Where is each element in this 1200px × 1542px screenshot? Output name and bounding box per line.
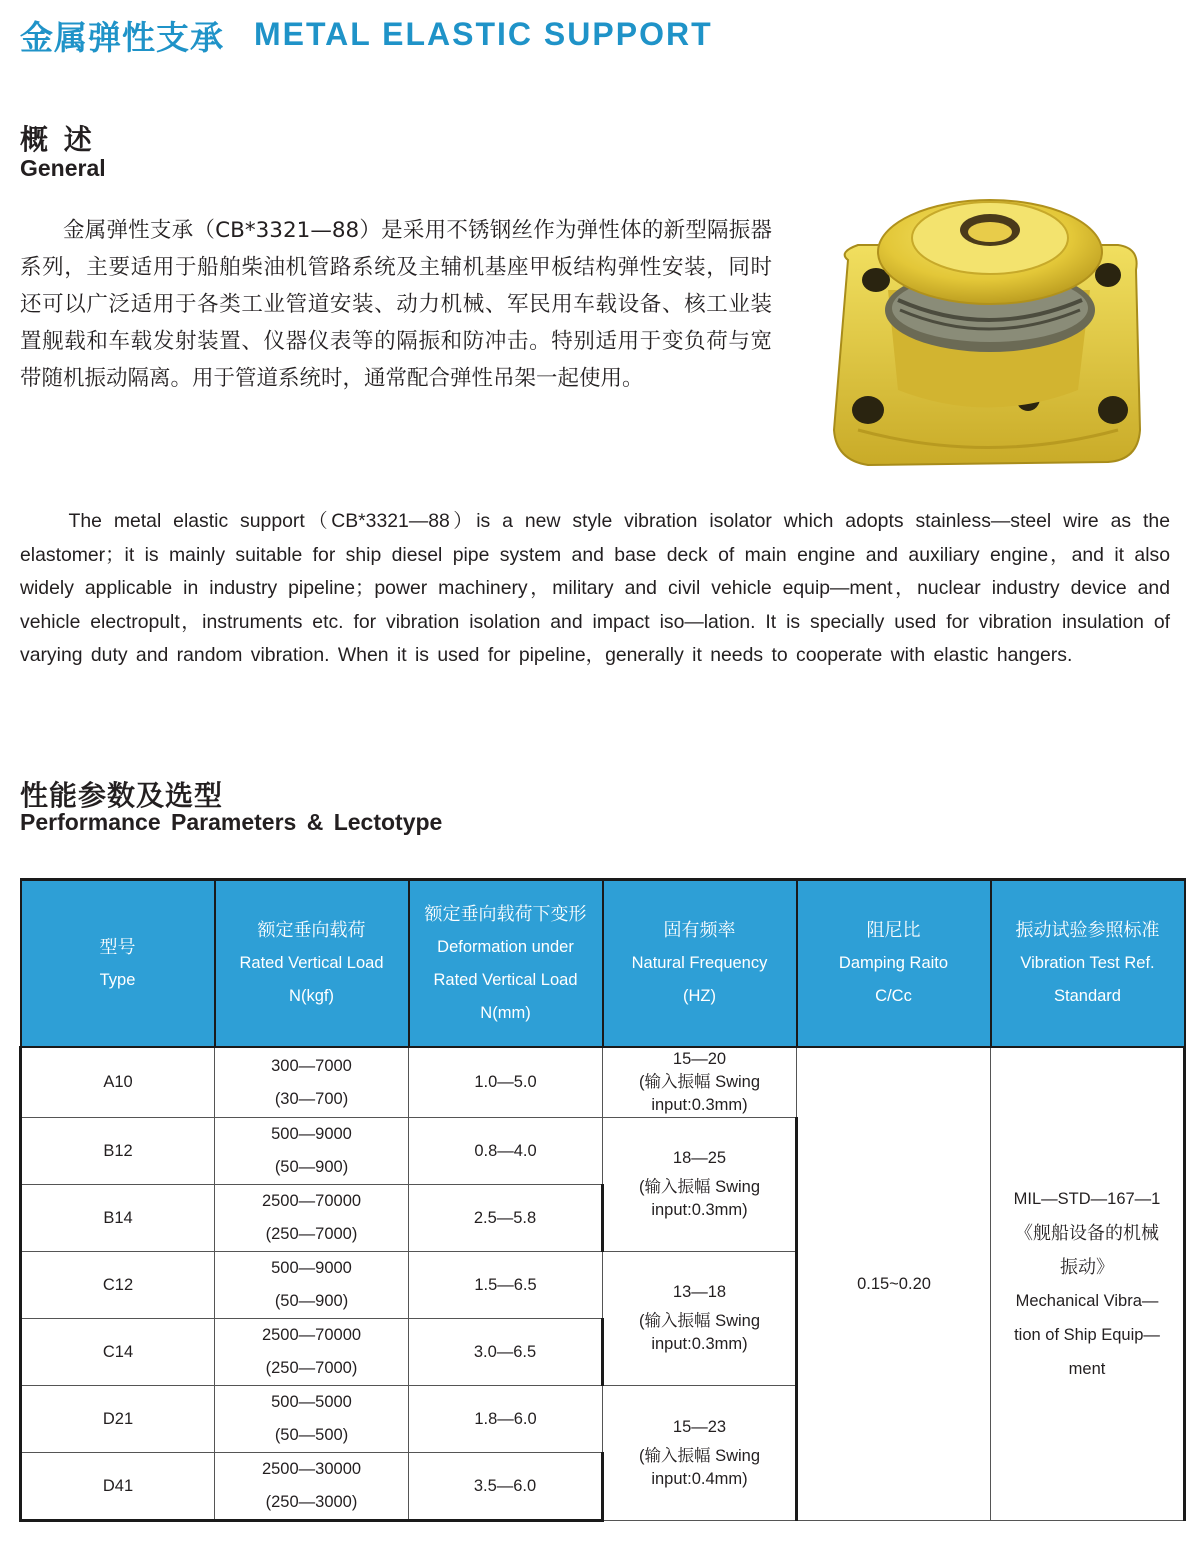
cell-deformation: 3.5—6.0 bbox=[409, 1453, 603, 1521]
cell-type: B14 bbox=[21, 1185, 215, 1252]
cell-deformation: 3.0—6.5 bbox=[409, 1319, 603, 1386]
cell-load: 2500—30000 (250—3000) bbox=[215, 1453, 409, 1521]
cell-type: D21 bbox=[21, 1386, 215, 1453]
header-deformation: 额定垂向载荷下变形 Deformation under Rated Vertical Load N(mm) bbox=[409, 880, 603, 1048]
page-title-en: METAL ELASTIC SUPPORT bbox=[254, 16, 713, 52]
cell-deformation: 2.5—5.8 bbox=[409, 1185, 603, 1252]
general-paragraph-cn: 金属弹性支承（CB*3321—88）是采用不锈钢丝作为弹性体的新型隔振器系列，主要适用于船舶柴油机管路系统及主辅机基座甲板结构弹性安装，同时还可以广泛适用于各类工业管道安装、动力机械、军民用车载设备、核工业装置舰载和车载发射装置、仪器仪表等的隔振和防冲击。特别适用于变负荷与宽带随机振动隔离。用于管道系统时，通常配合弹性吊架一起使用。 bbox=[20, 218, 772, 391]
cell-load: 500—5000 (50—500) bbox=[215, 1386, 409, 1453]
cell-frequency: 15—20 (输入振幅 Swing input:0.3mm) bbox=[603, 1047, 797, 1118]
cell-frequency: 13—18 (输入振幅 Swing input:0.3mm) bbox=[603, 1252, 797, 1386]
cell-deformation: 1.0—5.0 bbox=[409, 1047, 603, 1118]
cell-deformation: 0.8—4.0 bbox=[409, 1118, 603, 1185]
general-heading-cn: 概 述 bbox=[20, 124, 96, 155]
cell-damping: 0.15~0.20 bbox=[797, 1047, 991, 1521]
header-damping: 阻尼比 Damping Raito C/Cc bbox=[797, 880, 991, 1048]
cell-load: 500—9000 (50—900) bbox=[215, 1252, 409, 1319]
header-type: 型号 Type bbox=[21, 880, 215, 1048]
cell-load: 500—9000 (50—900) bbox=[215, 1118, 409, 1185]
header-frequency: 固有频率 Natural Frequency (HZ) bbox=[603, 880, 797, 1048]
cell-frequency: 15—23 (输入振幅 Swing input:0.4mm) bbox=[603, 1386, 797, 1521]
table-header-row bbox=[21, 880, 1185, 1048]
cell-type: C14 bbox=[21, 1319, 215, 1386]
page-title-cn: 金属弹性支承 bbox=[20, 19, 224, 56]
performance-heading-en: Performance Parameters & Lectotype bbox=[20, 809, 443, 835]
product-image bbox=[828, 190, 1148, 475]
cell-load: 2500—70000 (250—7000) bbox=[215, 1319, 409, 1386]
header-standard: 振动试验参照标准 Vibration Test Ref. Standard bbox=[991, 880, 1185, 1048]
table-row bbox=[21, 1047, 1185, 1118]
cell-deformation: 1.8—6.0 bbox=[409, 1386, 603, 1453]
cell-type: B12 bbox=[21, 1118, 215, 1185]
header-load: 额定垂向载荷 Rated Vertical Load N(kgf) bbox=[215, 880, 409, 1048]
general-paragraph-en: The metal elastic support（CB*3321—88）is a new style vibration isolator which adopts stainless—steel wire as the elastomer；it is mainly suitable for ship diesel pipe system and base deck of main engine and auxiliary engine，and it also widely applicable in industry pipeline；power machinery，military and civil vehicle equip—ment，nuclear industry device and vehicle electropult，instruments etc. for vibration isolation and impact iso—lation. It is specially used for vibration insulation of varying duty and random vibration. When it is used for pipeline，generally it needs to cooperate with elastic hangers. bbox=[20, 510, 1170, 667]
cell-frequency: 18—25 (输入振幅 Swing input:0.3mm) bbox=[603, 1118, 797, 1252]
cell-type: A10 bbox=[21, 1047, 215, 1118]
general-heading-en: General bbox=[20, 155, 106, 181]
cell-type: D41 bbox=[21, 1453, 215, 1521]
spec-table bbox=[19, 878, 1186, 1522]
cell-deformation: 1.5—6.5 bbox=[409, 1252, 603, 1319]
performance-heading-cn: 性能参数及选型 bbox=[20, 780, 224, 811]
cell-load: 300—7000 (30—700) bbox=[215, 1047, 409, 1118]
cell-standard: MIL—STD—167—1 《舰船设备的机械 振动》 Mechanical Vibra— tion of Ship Equip— ment bbox=[991, 1047, 1185, 1521]
cell-load: 2500—70000 (250—7000) bbox=[215, 1185, 409, 1252]
cell-type: C12 bbox=[21, 1252, 215, 1319]
